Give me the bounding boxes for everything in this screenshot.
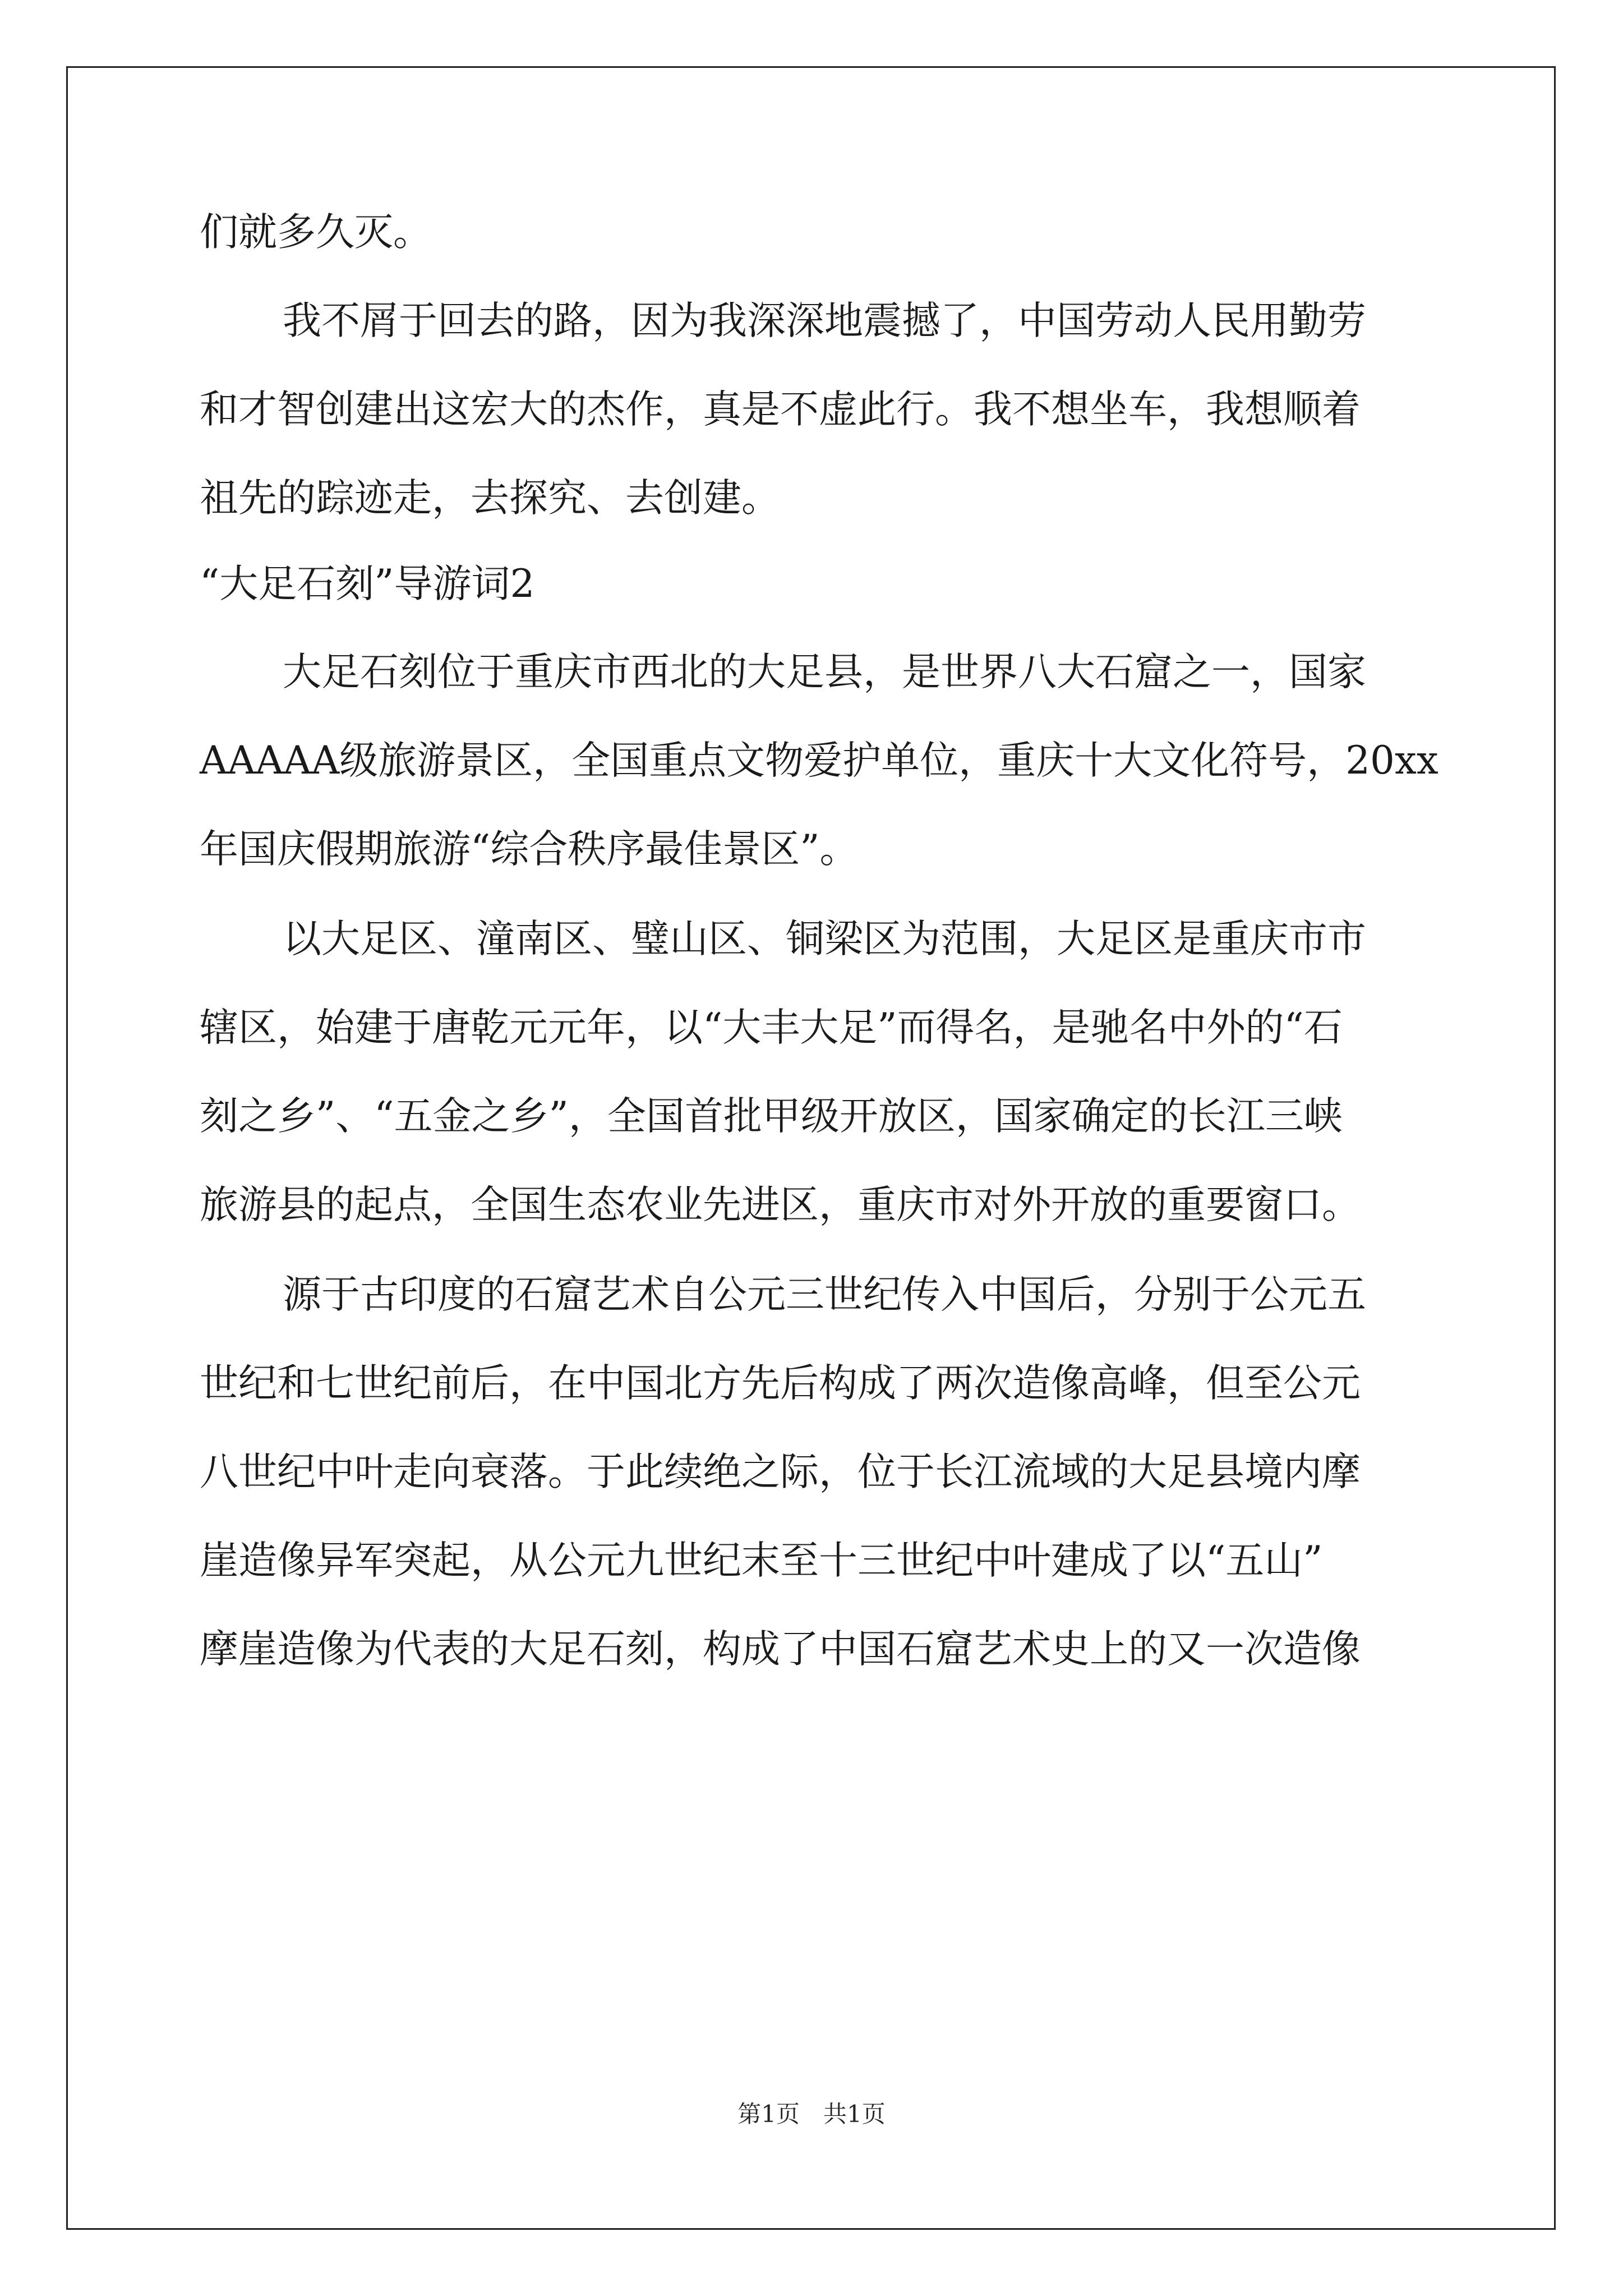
section-heading: “大足石刻”导游词2 <box>200 562 535 606</box>
text-line: 辖区，始建于唐乾元元年，以“大丰大足”而得名，是驰名中外的“石 <box>200 1005 1343 1050</box>
page-footer: 第1页 共1页 <box>737 2100 886 2128</box>
text-line: 源于古印度的石窟艺术自公元三世纪传入中国后，分别于公元五 <box>283 1272 1366 1317</box>
text-line: 八世纪中叶走向衰落。于此续绝之际，位于长江流域的大足县境内摩 <box>200 1450 1361 1494</box>
text-line: 祖先的踪迹走，去探究、去创建。 <box>200 476 780 521</box>
text-line: 年国庆假期旅游“综合秩序最佳景区”。 <box>200 827 859 872</box>
text-line: 以大足区、潼南区、璧山区、铜梁区为范围，大足区是重庆市市 <box>283 917 1366 961</box>
text-line: AAAAA级旅游景区，全国重点文物爱护单位，重庆十大文化符号，20xx <box>200 738 1438 783</box>
text-line: 和才智创建出这宏大的杰作，真是不虚此行。我不想坐车，我想顺着 <box>200 387 1361 432</box>
text-line: 摩崖造像为代表的大足石刻，构成了中国石窟艺术史上的又一次造像 <box>200 1627 1361 1672</box>
text-line: 大足石刻位于重庆市西北的大足县，是世界八大石窟之一，国家 <box>283 650 1366 694</box>
text-line: 们就多久灭。 <box>200 210 432 255</box>
text-line: 旅游县的起点，全国生态农业先进区，重庆市对外开放的重要窗口。 <box>200 1182 1361 1227</box>
text-line: 我不屑于回去的路，因为我深深地震撼了，中国劳动人民用勤劳 <box>283 298 1366 343</box>
text-line: 世纪和七世纪前后，在中国北方先后构成了两次造像高峰，但至公元 <box>200 1361 1361 1406</box>
text-line: 刻之乡”、“五金之乡”，全国首批甲级开放区，国家确定的长江三峡 <box>200 1094 1343 1139</box>
text-line: 崖造像异军突起，从公元九世纪末至十三世纪中叶建成了以“五山” <box>200 1538 1323 1583</box>
